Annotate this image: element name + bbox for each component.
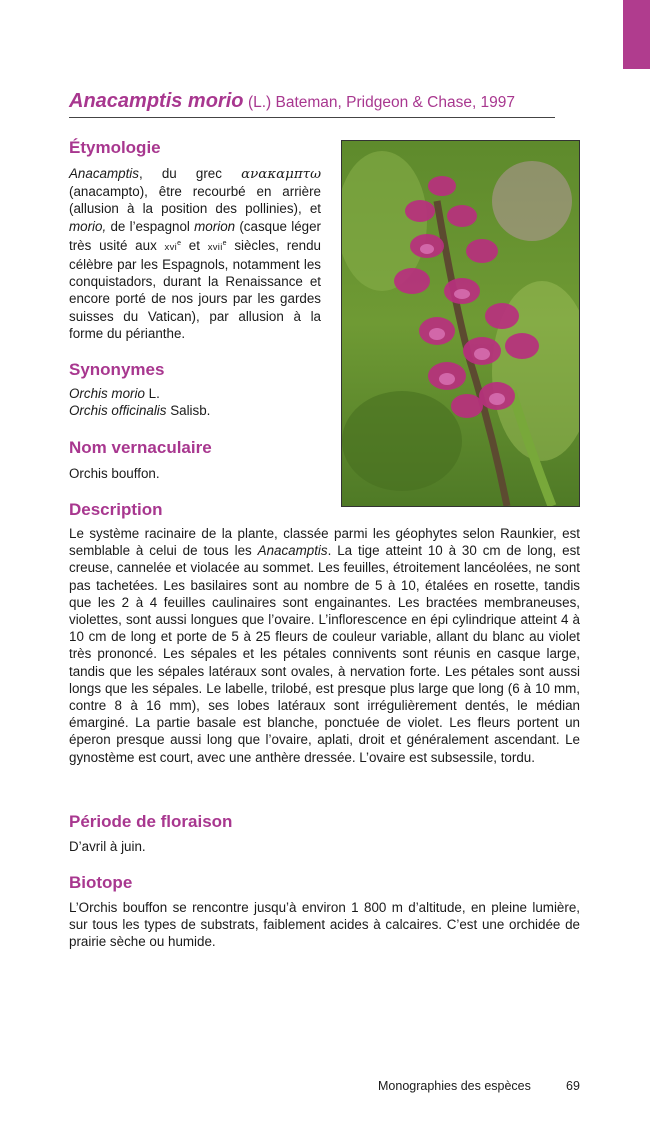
- flowering-text: D’avril à juin.: [69, 839, 146, 854]
- vernacular-text: Orchis bouffon.: [69, 466, 160, 481]
- footer-section-label: Monographies des espèces: [378, 1079, 531, 1093]
- etymology-heading: Étymologie: [69, 138, 161, 157]
- biotope-text: L’Orchis bouffon se rencontre jusqu’à environ 1 800 m d’altitude, en pleine lumière, sur tous les types de substrats, faiblement acides à calcaires. C’est une orchidée de prairie sèche ou humide.: [69, 900, 580, 950]
- species-authority: (L.) Bateman, Pridgeon & Chase, 1997: [247, 94, 516, 111]
- vernacular-heading: Nom vernaculaire: [69, 438, 212, 457]
- description-heading: Description: [69, 500, 163, 519]
- etymology-text: Anacamptis, du grec ανακαμπτω (anacampto), être recourbé en arrière (allusion à la position des pollinies), et morio, de l’espagnol morion (casque léger très usité aux xvi$^e$ et xvii$^e$ siècles, rendu célèbre par les Espagnols, notamment les conquistadors, durant la Renaissance et encore porté de nos jours par les gardes suisses du Vatican), par allusion à la forme du périanthe.: [69, 166, 321, 341]
- synonyms-heading: Synonymes: [69, 360, 165, 379]
- synonyms-list: Orchis morio L. Orchis officinalis Salisb.: [69, 386, 211, 419]
- species-name: Anacamptis morio: [69, 90, 244, 112]
- species-title: [69, 90, 555, 118]
- greek-word: ανακαμπτω: [241, 167, 321, 182]
- biotope-heading: Biotope: [69, 873, 133, 892]
- section-tab: [623, 0, 650, 69]
- page-number: 69: [566, 1079, 580, 1093]
- orchid-photo: [341, 140, 580, 507]
- flowering-heading: Période de floraison: [69, 812, 233, 831]
- title-underline: [69, 117, 555, 118]
- description-text: Le système racinaire de la plante, classée parmi les géophytes selon Raunkier, est semblable à celui de tous les Anacamptis. La tige atteint 10 à 30 cm de long, est creuse, cannelée et violacée au sommet. Les feuilles, étroitement lancéolées, ne sont pas tachetées. Les basilaires sont au nombre de 5 à 10, étalées en rosette, tandis que les 2 à 4 feuilles caulinaires sont engainantes. Les bractées membraneuses, violettes, sont aussi longues que l’ovaire. L’inflorescence en épi cylindrique atteint 4 à 10 cm de long et porte de 5 à 25 fleurs de couleur variable, allant du blanc au violet très prononcé. Les sépales et les pétales connivents sont réunis en casque large, tandis que les sépales latéraux sont ovales, à nervation forte. Les pétales sont aussi longs que les sépales. Le labelle, trilobé, est presque plus large que long (6 à 10 mm, contre 8 à 16 mm), ses lobes latéraux sont irrégulièrement dentés, le médian émarginé. La partie basale est blanche, ponctuée de violet. Les fleurs portent un éperon presque aussi long que l’ovaire, aplati, droit et généralement ascendant. Le gynostème est court, avec une anthère dressée. L’ovaire est subsessile, tordu.: [69, 526, 580, 765]
